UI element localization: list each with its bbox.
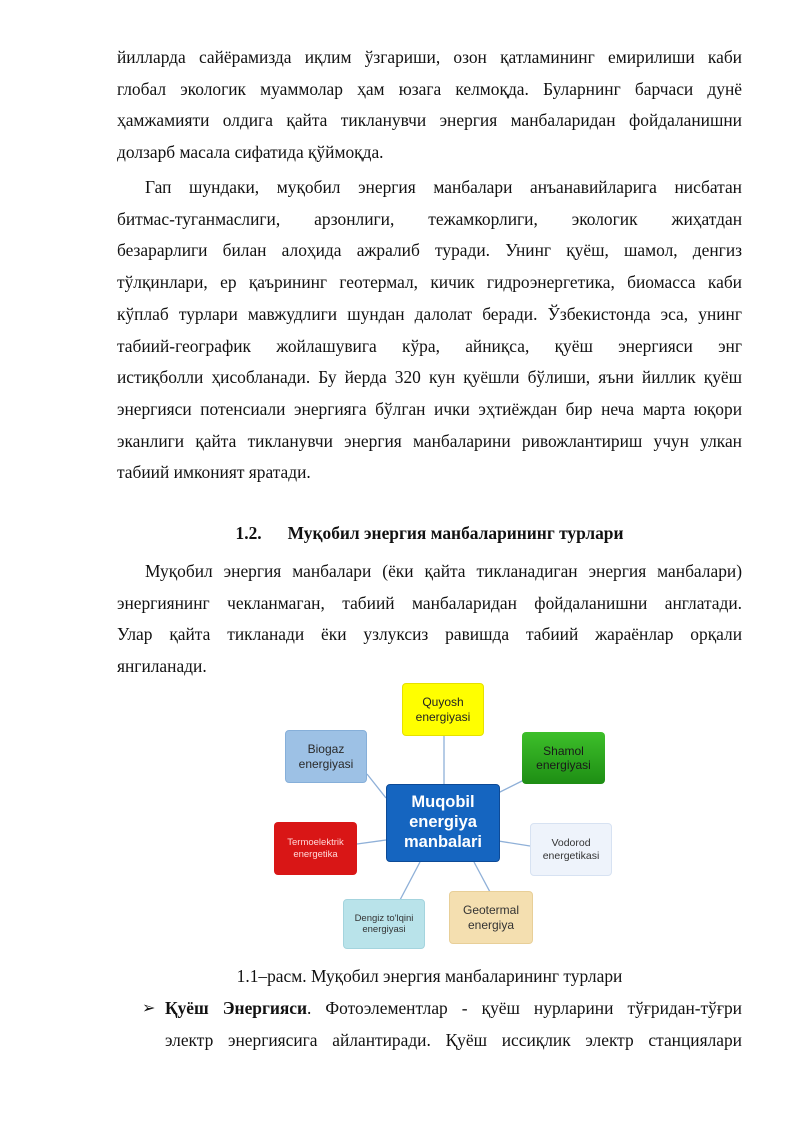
- text-line: янгиланади.: [117, 656, 207, 677]
- section-number: 1.2.: [235, 523, 262, 543]
- text-line: Гап шундаки, муқобил энергия манбалари анъанавийларига нисбатан: [145, 177, 742, 197]
- text-line: эканлиги қайта тикланувчи энергия манбаларини ривожлантириш учун улкан: [117, 430, 742, 451]
- text-line: битмас-туганмаслиги, арзонлиги, тежамкорлиги, экологик жиҳатдан: [117, 208, 742, 229]
- text-line: . Фотоэлементлар - қуёш нурларини тўғридан-тўғри: [307, 998, 742, 1018]
- text-line: кўплаб турлари мавжудлиги шундан далолат беради. Ўзбекистонда эса, унинг: [117, 303, 742, 324]
- center-node: Muqobil energiya manbalari: [386, 784, 500, 862]
- text-line: глобал экологик муаммолар ҳам юзага келмоқда. Буларнинг барчаси дунё: [117, 78, 742, 99]
- paragraph-2: [117, 172, 742, 489]
- connector-biogaz: [367, 774, 386, 798]
- text-line: табиий имконият яратади.: [117, 462, 311, 483]
- text-line: истиқболли ҳисобланади. Бу йерда 320 кун қуёшли бўлиши, яъни йиллик қуёш: [117, 367, 742, 388]
- text-line: табиий-географик жойлашувига кўра, айниқса, қуёш энергияси энг: [117, 335, 742, 356]
- section-heading: [117, 519, 742, 547]
- arrow-bullet-icon: ➢: [142, 1000, 156, 1017]
- energy-sources-diagram: [262, 678, 622, 953]
- text-line: безарарлиги билан алоҳида ажралиб туради. Унинг қуёш, шамол, денгиз: [117, 240, 742, 261]
- bullet-text: [165, 993, 742, 1056]
- text-line: тўлқинлари, ер қаърининг геотермал, кичик гидроэнергетика, биомасса каби: [117, 272, 742, 293]
- text-line: йилларда сайёрамизда иқлим ўзгариши, озон қатламининг емирилиши каби: [117, 47, 742, 67]
- text-line: энергиянинг чекланмаган, табиий манбаларидан фойдаланишни англатади.: [117, 592, 742, 613]
- node-shamol: Shamol energiyasi: [522, 732, 605, 784]
- node-biogaz: Biogaz energiyasi: [285, 730, 367, 783]
- bullet-title: Қуёш Энергияси: [165, 998, 308, 1018]
- text-line: Муқобил энергия манбалари (ёки қайта тикланадиган энергия манбалари): [145, 561, 742, 581]
- node-termoelektrik: Termoelektrik energetika: [274, 822, 357, 875]
- paragraph-3: [117, 556, 742, 683]
- connector-geotermal: [474, 862, 490, 892]
- figure-caption: 1.1–расм. Муқобил энергия манбаларининг турлари: [236, 966, 623, 986]
- section-title: Муқобил энергия манбаларининг турлари: [287, 523, 624, 543]
- node-quyosh: Quyosh energiyasi: [402, 683, 484, 736]
- text-line: ҳамжамияти олдига қайта тикланувчи энергия манбаларидан фойдаланишни: [117, 110, 742, 131]
- node-vodorod: Vodorod energetikasi: [530, 823, 612, 876]
- text-line: электр энергиясига айлантиради. Қуёш иссиқлик электр станциялари: [165, 1029, 742, 1050]
- text-line: энергияси потенсиали энергияга бўлган ички эҳтиёждан бир неча марта юқори: [117, 398, 742, 419]
- text-line: Улар қайта тикланади ёки узлуксиз равишда табиий жараёнлар орқали: [117, 624, 742, 645]
- paragraph-1: [117, 42, 742, 169]
- connector-termoelektrik: [357, 840, 386, 844]
- text-line: долзарб масала сифатида қўймоқда.: [117, 142, 384, 163]
- node-geotermal: Geotermal energiya: [449, 891, 533, 944]
- connector-dengiz: [400, 862, 420, 900]
- node-dengiz: Dengiz to'lqini energiyasi: [343, 899, 425, 949]
